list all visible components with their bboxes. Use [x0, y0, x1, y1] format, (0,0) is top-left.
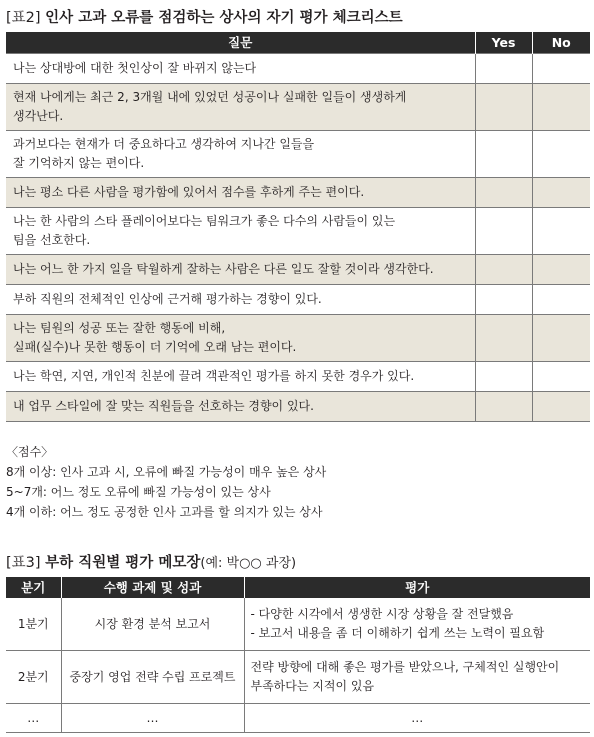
checklist-row	[6, 208, 590, 255]
task-cell: 시장 환경 분석 보고서	[61, 598, 244, 651]
checklist-row	[6, 255, 590, 285]
yes-checkbox-cell[interactable]	[475, 315, 532, 362]
memo-row	[6, 704, 590, 733]
checklist-header-row	[6, 32, 590, 54]
yes-checkbox-cell[interactable]	[475, 208, 532, 255]
eval-line: 부족하다는 지적이 있음	[250, 679, 375, 693]
score-heading: 〈점수〉	[6, 445, 54, 459]
yes-checkbox-cell[interactable]	[475, 285, 532, 315]
quarter-cell: 2분기	[6, 651, 61, 704]
question-line: 팀을 선호한다.	[13, 233, 91, 247]
question-cell	[6, 208, 475, 255]
question-line: 나는 평소 다른 사람을 평가함에 있어서 점수를 후하게 주는 편이다.	[13, 185, 365, 199]
no-checkbox-cell[interactable]	[532, 255, 590, 285]
question-line: 나는 상대방에 대한 첫인상이 잘 바뀌지 않는다	[13, 61, 257, 75]
checklist-row	[6, 315, 590, 362]
question-line: 나는 한 사람의 스타 플레이어보다는 팀워크가 좋은 다수의 사람들이 있는	[13, 214, 396, 228]
question-line: 잘 기억하지 않는 편이다.	[13, 156, 145, 170]
no-checkbox-cell[interactable]	[532, 392, 590, 422]
question-cell	[6, 315, 475, 362]
yes-checkbox-cell[interactable]	[475, 54, 532, 84]
question-line: 나는 팀원의 성공 또는 잘한 행동에 비해,	[13, 321, 226, 335]
eval-cell	[244, 651, 590, 704]
question-line: 나는 학연, 지연, 개인적 친분에 끌려 객관적인 평가를 하지 못한 경우가 있다.	[13, 369, 415, 383]
yes-checkbox-cell[interactable]	[475, 392, 532, 422]
question-cell	[6, 84, 475, 131]
no-checkbox-cell[interactable]	[532, 285, 590, 315]
question-cell	[6, 178, 475, 208]
memo-title	[6, 551, 296, 572]
memo-table	[6, 577, 590, 733]
score-line: 8개 이상: 인사 고과 시, 오류에 빠질 가능성이 매우 높은 상사	[6, 465, 327, 479]
no-checkbox-cell[interactable]	[532, 315, 590, 362]
header-yes: Yes	[475, 32, 532, 54]
yes-checkbox-cell[interactable]	[475, 178, 532, 208]
memo-row	[6, 598, 590, 651]
memo-row	[6, 651, 590, 704]
checklist-row	[6, 392, 590, 422]
question-line: 내 업무 스타일에 잘 맞는 직원들을 선호하는 경향이 있다.	[13, 399, 314, 413]
question-line: 나는 어느 한 가지 일을 탁월하게 잘하는 사람은 다른 일도 잘할 것이라 생각한다.	[13, 262, 434, 276]
no-checkbox-cell[interactable]	[532, 178, 590, 208]
question-line: 생각난다.	[13, 109, 64, 123]
yes-checkbox-cell[interactable]	[475, 131, 532, 178]
checklist-title	[6, 6, 403, 27]
no-checkbox-cell[interactable]	[532, 84, 590, 131]
task-cell: …	[61, 704, 244, 733]
no-checkbox-cell[interactable]	[532, 54, 590, 84]
checklist-title-text: 인사 고과 오류를 점검하는 상사의 자기 평가 체크리스트	[45, 10, 403, 26]
checklist-row	[6, 362, 590, 392]
header-quarter: 분기	[6, 577, 61, 598]
no-checkbox-cell[interactable]	[532, 208, 590, 255]
checklist-row	[6, 84, 590, 131]
question-cell	[6, 131, 475, 178]
question-cell	[6, 392, 475, 422]
header-task: 수행 과제 및 성과	[61, 577, 244, 598]
quarter-cell: …	[6, 704, 61, 733]
quarter-cell: 1분기	[6, 598, 61, 651]
eval-cell	[244, 704, 590, 733]
yes-checkbox-cell[interactable]	[475, 362, 532, 392]
eval-line: 전략 방향에 대해 좋은 평가를 받았으나, 구체적인 실행안이	[250, 660, 560, 674]
yes-checkbox-cell[interactable]	[475, 255, 532, 285]
no-checkbox-cell[interactable]	[532, 131, 590, 178]
header-question: 질문	[6, 32, 475, 54]
question-line: 실패(실수)나 못한 행동이 더 기억에 오래 남는 편이다.	[13, 340, 297, 354]
question-line: 부하 직원의 전체적인 인상에 근거해 평가하는 경향이 있다.	[13, 292, 322, 306]
no-checkbox-cell[interactable]	[532, 362, 590, 392]
score-line: 4개 이하: 어느 정도 공정한 인사 고과를 할 의지가 있는 상사	[6, 505, 323, 519]
checklist-table	[6, 32, 590, 422]
eval-cell	[244, 598, 590, 651]
task-cell: 중장기 영업 전략 수립 프로젝트	[61, 651, 244, 704]
checklist-row	[6, 54, 590, 84]
question-cell	[6, 54, 475, 84]
checklist-row	[6, 285, 590, 315]
question-cell	[6, 362, 475, 392]
header-no: No	[532, 32, 590, 54]
yes-checkbox-cell[interactable]	[475, 84, 532, 131]
question-cell	[6, 285, 475, 315]
checklist-row	[6, 178, 590, 208]
eval-line: …	[411, 710, 424, 725]
question-cell	[6, 255, 475, 285]
memo-header-row	[6, 577, 590, 598]
eval-line: - 보고서 내용을 좀 더 이해하기 쉽게 쓰는 노력이 필요함	[250, 626, 545, 640]
score-line: 5~7개: 어느 정도 오류에 빠질 가능성이 있는 상사	[6, 485, 271, 499]
question-line: 현재 나에게는 최근 2, 3개월 내에 있었던 성공이나 실패한 일들이 생생하게	[13, 90, 407, 104]
header-eval: 평가	[244, 577, 590, 598]
score-section	[6, 442, 326, 522]
checklist-tag: [표2]	[6, 10, 41, 26]
memo-tag: [표3]	[6, 555, 41, 571]
eval-line: - 다양한 시각에서 생생한 시장 상황을 잘 전달했음	[250, 607, 514, 621]
memo-subtitle: (예: 박○○ 과장)	[200, 556, 297, 571]
question-line: 과거보다는 현재가 더 중요하다고 생각하여 지나간 일들을	[13, 137, 315, 151]
memo-title-text: 부하 직원별 평가 메모장	[45, 555, 201, 571]
checklist-row	[6, 131, 590, 178]
